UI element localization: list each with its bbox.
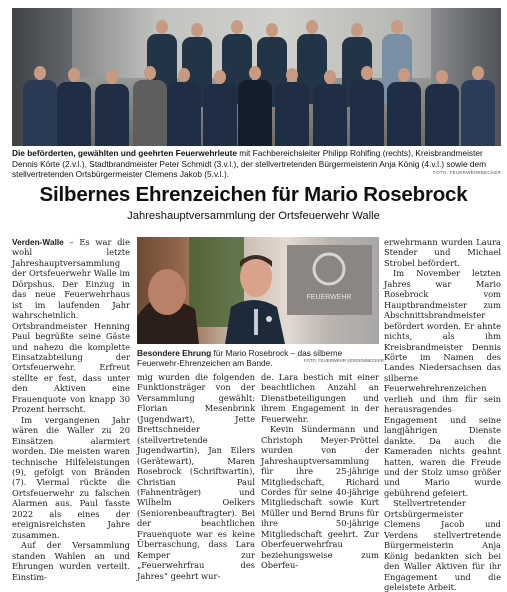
person-head <box>178 68 190 82</box>
article-column-3 <box>261 372 379 571</box>
person-head <box>266 23 278 37</box>
caption-bold-lead: Besondere Ehrung <box>137 348 212 358</box>
paragraph: Im vergangenen Jahr wären die Waller zu 20 Einsätzen alarmiert worden. Die meisten waren technische Hilfeleistungen (9), gefolgt von Bränden (7). Viermal rückte die Ortsfeuerwehr zu falschen Alarmen aus. Paul fasste 2022 als eines der ereignisreichsten Jahre zusammen. <box>12 414 130 540</box>
caption-text: mit Fachbereichsleiter Philipp Rohlfing (rechts), Kreisbrandmeister Dennis Körte (2.v.l.), Stadtbrandmeister Peter Schmidt (3.v.l.), der stellvertretenden Bürgermeisterin Anja König (4.v.l.) sowie dem stellvertretenden Ortsbürgermeister Clemens Jakob (5.v.l.). <box>12 148 487 180</box>
article-headline: Silbernes Ehrenzeichen für Mario Rosebrock <box>39 183 468 206</box>
person <box>57 82 91 146</box>
person-head <box>361 66 373 80</box>
person-head <box>286 68 298 82</box>
person-head <box>156 20 168 34</box>
article-column-4 <box>384 237 501 592</box>
paragraph-text: – Es war die wohl letzte Jahreshauptversammlung der Ortsfeuerwehr Walle im Dörpshus. Der Einzug in das neue Feuerwehrhaus ist im laufenden Jahr wahrscheinlich. Ortsbrandmeister Henning Paul begrüßte seine Gäste und nahezu die komplette Einsatzabteilung der Ortsfeuerwehr. Erfreut stellte er fest, dass unter den Aktiven eine Frauenquote von knapp 30 Prozent herrscht. <box>12 237 130 415</box>
person-head <box>68 68 80 82</box>
award-photo-credit: FOTO: FEUERWEHR VERDEN/BECKER <box>304 358 384 363</box>
person <box>425 84 459 146</box>
paragraph <box>12 237 130 415</box>
person <box>95 84 129 146</box>
dateline: Verden-Walle <box>12 237 64 247</box>
person <box>275 82 309 146</box>
person-head <box>214 70 226 84</box>
medal <box>266 316 272 322</box>
paragraph: mig wurden die folgenden Funktionsträger von der Versammlung gewählt: Florian Mesenbrink (Jugendwart), Jette Brettschneider (stellvertretende Jugendwartin), Jan Eilers (Gerätewart), Maren Rosebrock (Schriftwartin), Christian Paul (Fahnenträger) und Wilhelm Oelkers (Seniorenbeauftragter). Bei der beachtlichen Frauenquote war es keine Überraschung, dass Lara Kemper zur „Feuerwehrfrau des Jahres“ geehrt wur- <box>137 372 255 581</box>
article-column-1 <box>12 237 130 582</box>
award-photo <box>137 237 379 344</box>
person <box>133 80 167 146</box>
person-head <box>231 20 243 34</box>
group-photo <box>12 8 501 146</box>
person-head <box>106 70 118 84</box>
person-head <box>306 20 318 34</box>
person <box>167 82 201 146</box>
person-head <box>249 66 261 80</box>
paragraph: Stellvertretender Ortsbürgermeister Clemens Jacob und Verdens stellvertretende Bürgermeisterin Anja König bedankten sich bei den Waller Aktiven für ihr Engagement und die geleistete Arbeit. <box>384 498 501 592</box>
tie <box>254 309 258 335</box>
person-head <box>144 66 156 80</box>
person <box>238 80 272 146</box>
person-head <box>391 20 403 34</box>
honoree-head <box>240 257 272 297</box>
paragraph: Im November letzten Jahres war Mario Rosebrock vom Hauptbrandmeister zum Abschnittsbrandmeister befördert worden. Er ahnte nichts, als ihm Kreisbrandmeister Dennis Körte im Namen des Landes Niedersachsen das silberne Feuerwehrehrenzeichen verlieh und ihm für sein herausragendes Engagement und seine langjährigen Dienste dankte. Da auch die Kameraden nichts geahnt hatten, waren die Freude und der Stolz umso größer und Mario wurde gebührend gefeiert. <box>384 268 501 498</box>
person-head <box>34 66 46 80</box>
paragraph: Kevin Sündermann und Christoph Meyer-Pröttel wurden von der Jahreshauptversammlung für ihre 25-jährige Mitgliedschaft, Richard Cordes für seine 40-jährige Mitgliedschaft sowie Kurt Müller und Bernd Bruns für ihre 50-jährige Mitgliedschaft geehrt. Zur Oberfeuerwehrfrau beziehungsweise zum Oberfeu- <box>261 424 379 571</box>
article-subheadline: Jahreshauptversammlung der Ortsfeuerwehr Walle <box>127 210 380 222</box>
person <box>313 84 347 146</box>
caption-bold-lead: Die beförderten, gewählten und geehrten Feuerwehrleute <box>12 148 237 158</box>
group-photo-caption <box>12 148 501 180</box>
person-head <box>398 68 410 82</box>
person-head <box>472 66 484 80</box>
award-photo-illustration <box>137 237 379 344</box>
paragraph: erwehrmann wurden Laura Stender und Michael Strobel befördert. <box>384 237 501 268</box>
group-photo-credit: FOTO: FEUERWEHRBECKER <box>433 170 501 175</box>
person <box>387 82 421 146</box>
person-head <box>351 23 363 37</box>
person-head <box>436 70 448 84</box>
paragraph: de. Lara bestich mit einer beachtlichen Anzahl an Dienstbeteiligungen und ihrem Engagement in der Feuerwehr. <box>261 372 379 424</box>
person <box>203 84 237 146</box>
paragraph: Auf der Versammlung standen Wahlen an und Ehrungen wurden verteilt. Einstim- <box>12 540 130 582</box>
person <box>461 80 495 146</box>
person <box>350 80 384 146</box>
person <box>23 80 57 146</box>
screen-text: FEUERWEHR <box>306 294 352 301</box>
article-column-2 <box>137 372 255 581</box>
foreground-head <box>148 269 186 315</box>
person-head <box>191 23 203 37</box>
person-head <box>324 70 336 84</box>
caption-text: für Mario Rosebrock – das silberne Feuerwehr-Ehrenzeichen am Bande. <box>137 348 343 369</box>
